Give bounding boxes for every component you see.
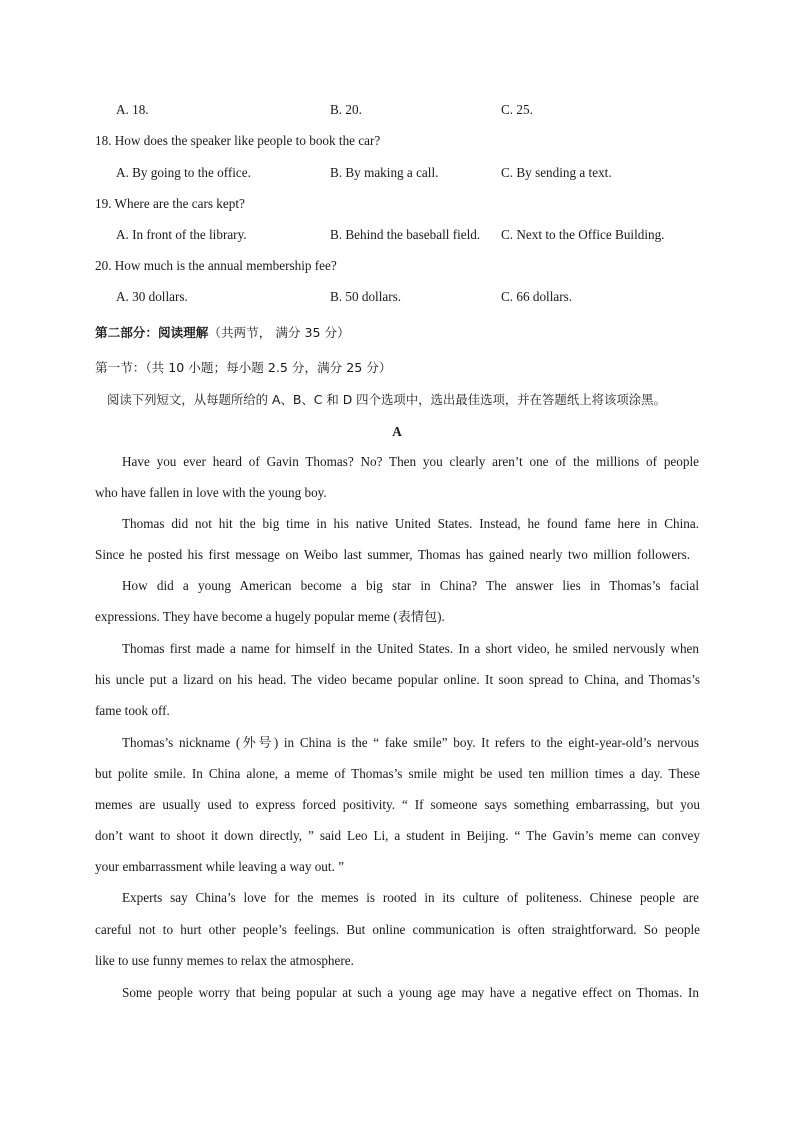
passage-title: A (392, 424, 402, 439)
q17-option-c: C. 25. (501, 102, 533, 117)
part2-heading-score: （共两节， 满分 35 分） (208, 325, 350, 340)
passage-line: Have you ever heard of Gavin Thomas? No? Then you clearly aren’t one of the millions of people (122, 454, 699, 469)
passage-line: careful not to hurt other people’s feelings. But online communication is often straightforward. So people (95, 922, 700, 937)
passage-line: like to use funny memes to relax the atmosphere. (95, 953, 354, 968)
passage-line: fame took off. (95, 703, 170, 718)
passage-line: Thomas did not hit the big time in his native United States. Instead, he found fame here in China. (122, 516, 699, 531)
passage-line: his uncle put a lizard on his head. The video became popular online. It soon spread to China, and Thomas’s (95, 672, 700, 687)
q17-option-a: A. 18. (116, 102, 149, 117)
passage-line: Thomas first made a name for himself in the United States. In a short video, he smiled nervously when (122, 641, 699, 656)
q19-question: 19. Where are the cars kept? (95, 196, 245, 211)
passage-line: Some people worry that being popular at such a young age may have a negative effect on Thomas. In (122, 985, 699, 1000)
passage-line: Thomas’s nickname (外号) in China is the “ fake smile” boy. It refers to the eight-year-old’s nervous (122, 735, 699, 750)
q20-question: 20. How much is the annual membership fee? (95, 258, 337, 273)
q18-question: 18. How does the speaker like people to book the car? (95, 133, 381, 148)
passage-line: Since he posted his first message on Weibo last summer, Thomas has gained nearly two million followers. (95, 547, 690, 562)
part2-heading (95, 325, 350, 341)
reading-instruction: 阅读下列短文，从每题所给的 A、B、C 和 D 四个选项中，选出最佳选项，并在答题纸上将该项涂黑。 (107, 392, 666, 407)
q20-option-a: A. 30 dollars. (116, 289, 188, 304)
section1-heading: 第一节：（共 10 小题；每小题 2.5 分，满分 25 分） (95, 360, 392, 375)
q18-option-c: C. By sending a text. (501, 165, 612, 180)
passage-line: who have fallen in love with the young boy. (95, 485, 327, 500)
q19-option-c: C. Next to the Office Building. (501, 227, 665, 242)
passage-line: Experts say China’s love for the memes is rooted in its culture of politeness. Chinese people are (122, 890, 699, 905)
q19-option-a: A. In front of the library. (116, 227, 247, 242)
passage-line: expressions. They have become a hugely popular meme (表情包). (95, 609, 445, 624)
q20-option-b: B. 50 dollars. (330, 289, 402, 304)
q17-option-b: B. 20. (330, 102, 362, 117)
q19-option-b: B. Behind the baseball field. (330, 227, 481, 242)
q18-option-a: A. By going to the office. (116, 165, 251, 180)
passage-line: don’t want to shoot it down directly, ” said Leo Li, a student in Beijing. “ The Gavin’s meme can convey (95, 828, 700, 843)
q18-option-b: B. By making a call. (330, 165, 439, 180)
passage-line: How did a young American become a big star in China? The answer lies in Thomas’s facial (122, 578, 699, 593)
q20-option-c: C. 66 dollars. (501, 289, 573, 304)
passage-line: but polite smile. In China alone, a meme of Thomas’s smile might be used ten million times a day. These (95, 766, 700, 781)
passage-line: memes are usually used to express forced positivity. “ If someone says something embarrassing, but you (95, 797, 700, 812)
part2-heading-title: 第二部分：阅读理解 (95, 325, 209, 340)
passage-line: your embarrassment while leaving a way out. ” (95, 859, 345, 874)
